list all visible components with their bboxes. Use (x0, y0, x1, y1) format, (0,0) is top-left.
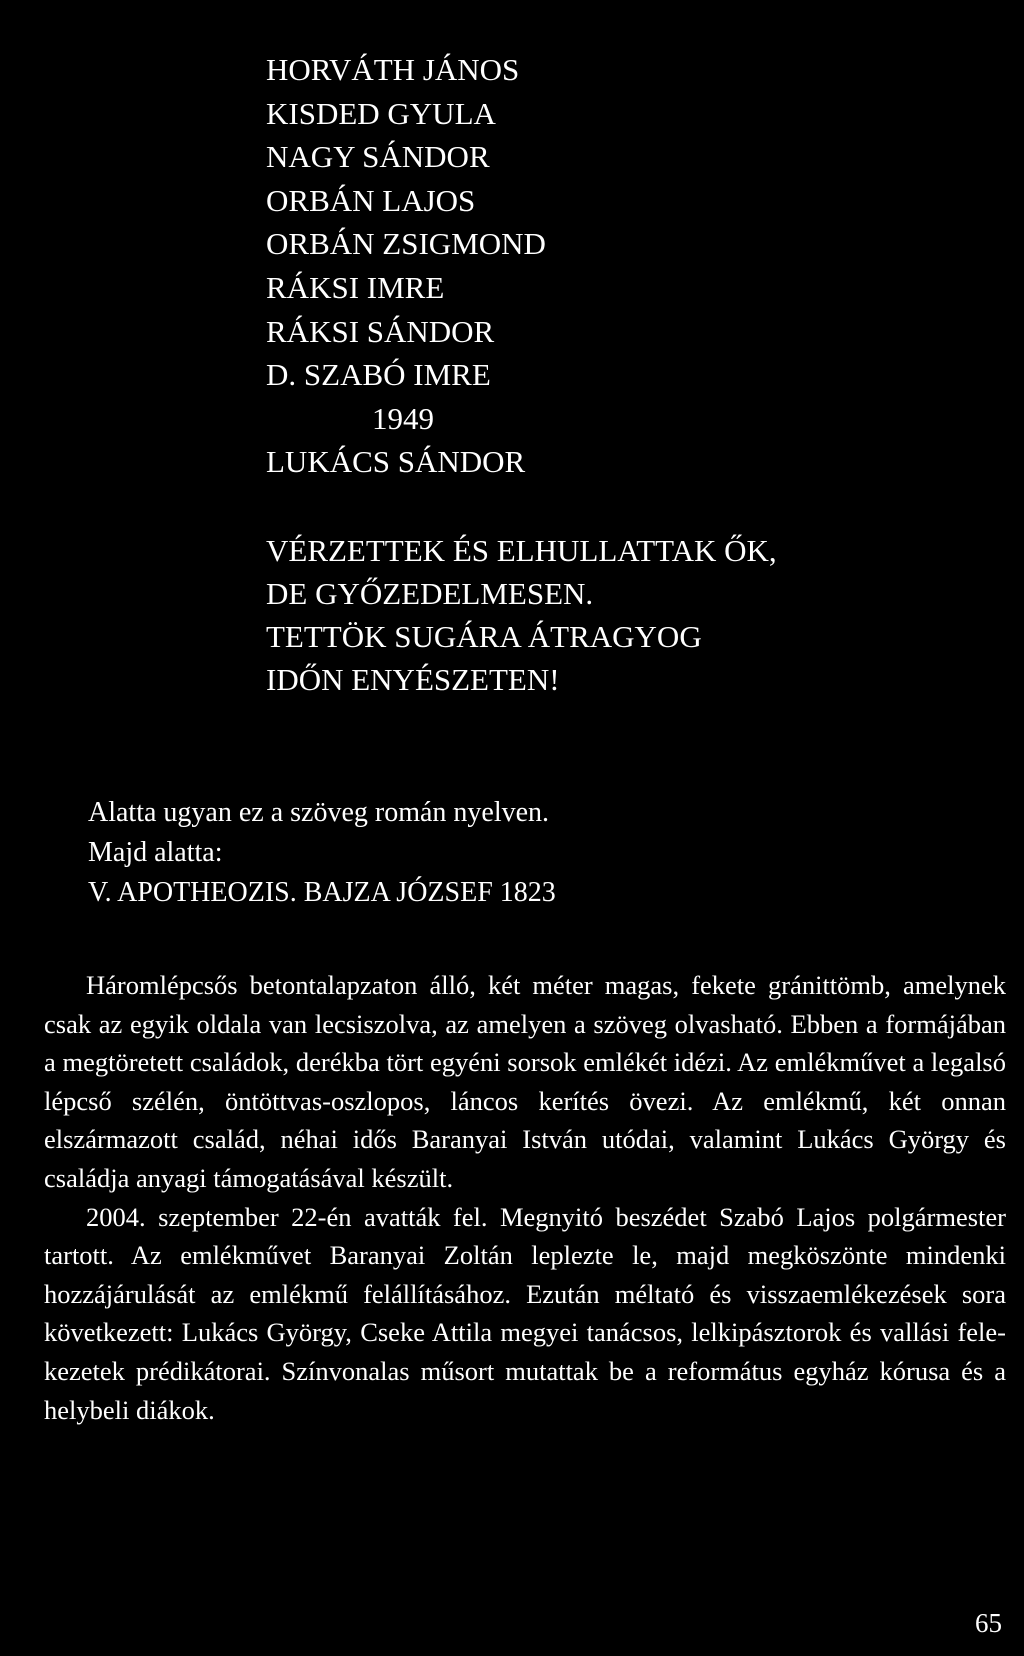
year-line: 1949 (372, 400, 434, 436)
note-line: V. APOTHEOZIS. BAJZA JÓZSEF 1823 (88, 877, 556, 908)
name-line: D. SZABÓ IMRE (266, 357, 491, 393)
paragraph-inauguration: 2004. szeptember 22-én avatták fel. Megnyitó beszédet Szabó Lajos polgármester tartott. Az emlékművet Baranyai Zoltán leplezte le, majd megköszönte mindenki hozzájárulását az emlékmű felállításához. Ezután méltató és visszaemlékezések sora következett: Lukács György, Cseke Attila megyei tanácsos, lelkipásztorok és vallási felekezetek prédikátorai. Színvonalas műsort mutattak be a református egyház kórusa és a helybeli diákok. (44, 1201, 1006, 1425)
name-line: RÁKSI IMRE (266, 269, 445, 305)
inscription-line: IDŐN ENYÉSZETEN! (266, 662, 560, 697)
inscription-line: VÉRZETTEK ÉS ELHULLATTAK ŐK, (266, 533, 777, 568)
name-line: RÁKSI SÁNDOR (266, 313, 495, 349)
paragraph-description: Háromlépcsős betontalapzaton álló, két méter magas, fekete gránittömb, amelynek csak az egyik oldala van lecsiszolva, az amelyen a szöveg olvasható. Ebben a formájában a megtöretett családok, derékba tört egyéni sorsok emlékét idézi. Az emlékművet a legalsó lépcső szélén, öntöttvas-oszlopos, láncos kerítés övezi. Az emlékmű, két onnan elszármazott család, néhai idős Baranyai István utódai, valamint Lukács György és családja anyagi támogatásával készült. (44, 970, 1006, 1193)
name-line: NAGY SÁNDOR (266, 139, 490, 175)
inscription-line: DE GYŐZEDELMESEN. (266, 576, 594, 611)
memorial-inscription (266, 529, 777, 701)
memorial-name-list (266, 48, 546, 484)
inscription-notes (88, 793, 556, 913)
inscription-line: TETTÖK SUGÁRA ÁTRAGYOG (266, 619, 702, 654)
body-text (44, 966, 1006, 1429)
name-line: KISDED GYULA (266, 95, 496, 131)
name-line: ORBÁN ZSIGMOND (266, 226, 546, 262)
note-line: Alatta ugyan ez a szöveg román nyelven. (88, 797, 550, 828)
page-number: 65 (975, 1608, 1002, 1638)
name-line: LUKÁCS SÁNDOR (266, 444, 526, 480)
name-line: ORBÁN LAJOS (266, 182, 476, 218)
name-line: HORVÁTH JÁNOS (266, 52, 520, 87)
note-line: Majd alatta: (88, 837, 223, 868)
